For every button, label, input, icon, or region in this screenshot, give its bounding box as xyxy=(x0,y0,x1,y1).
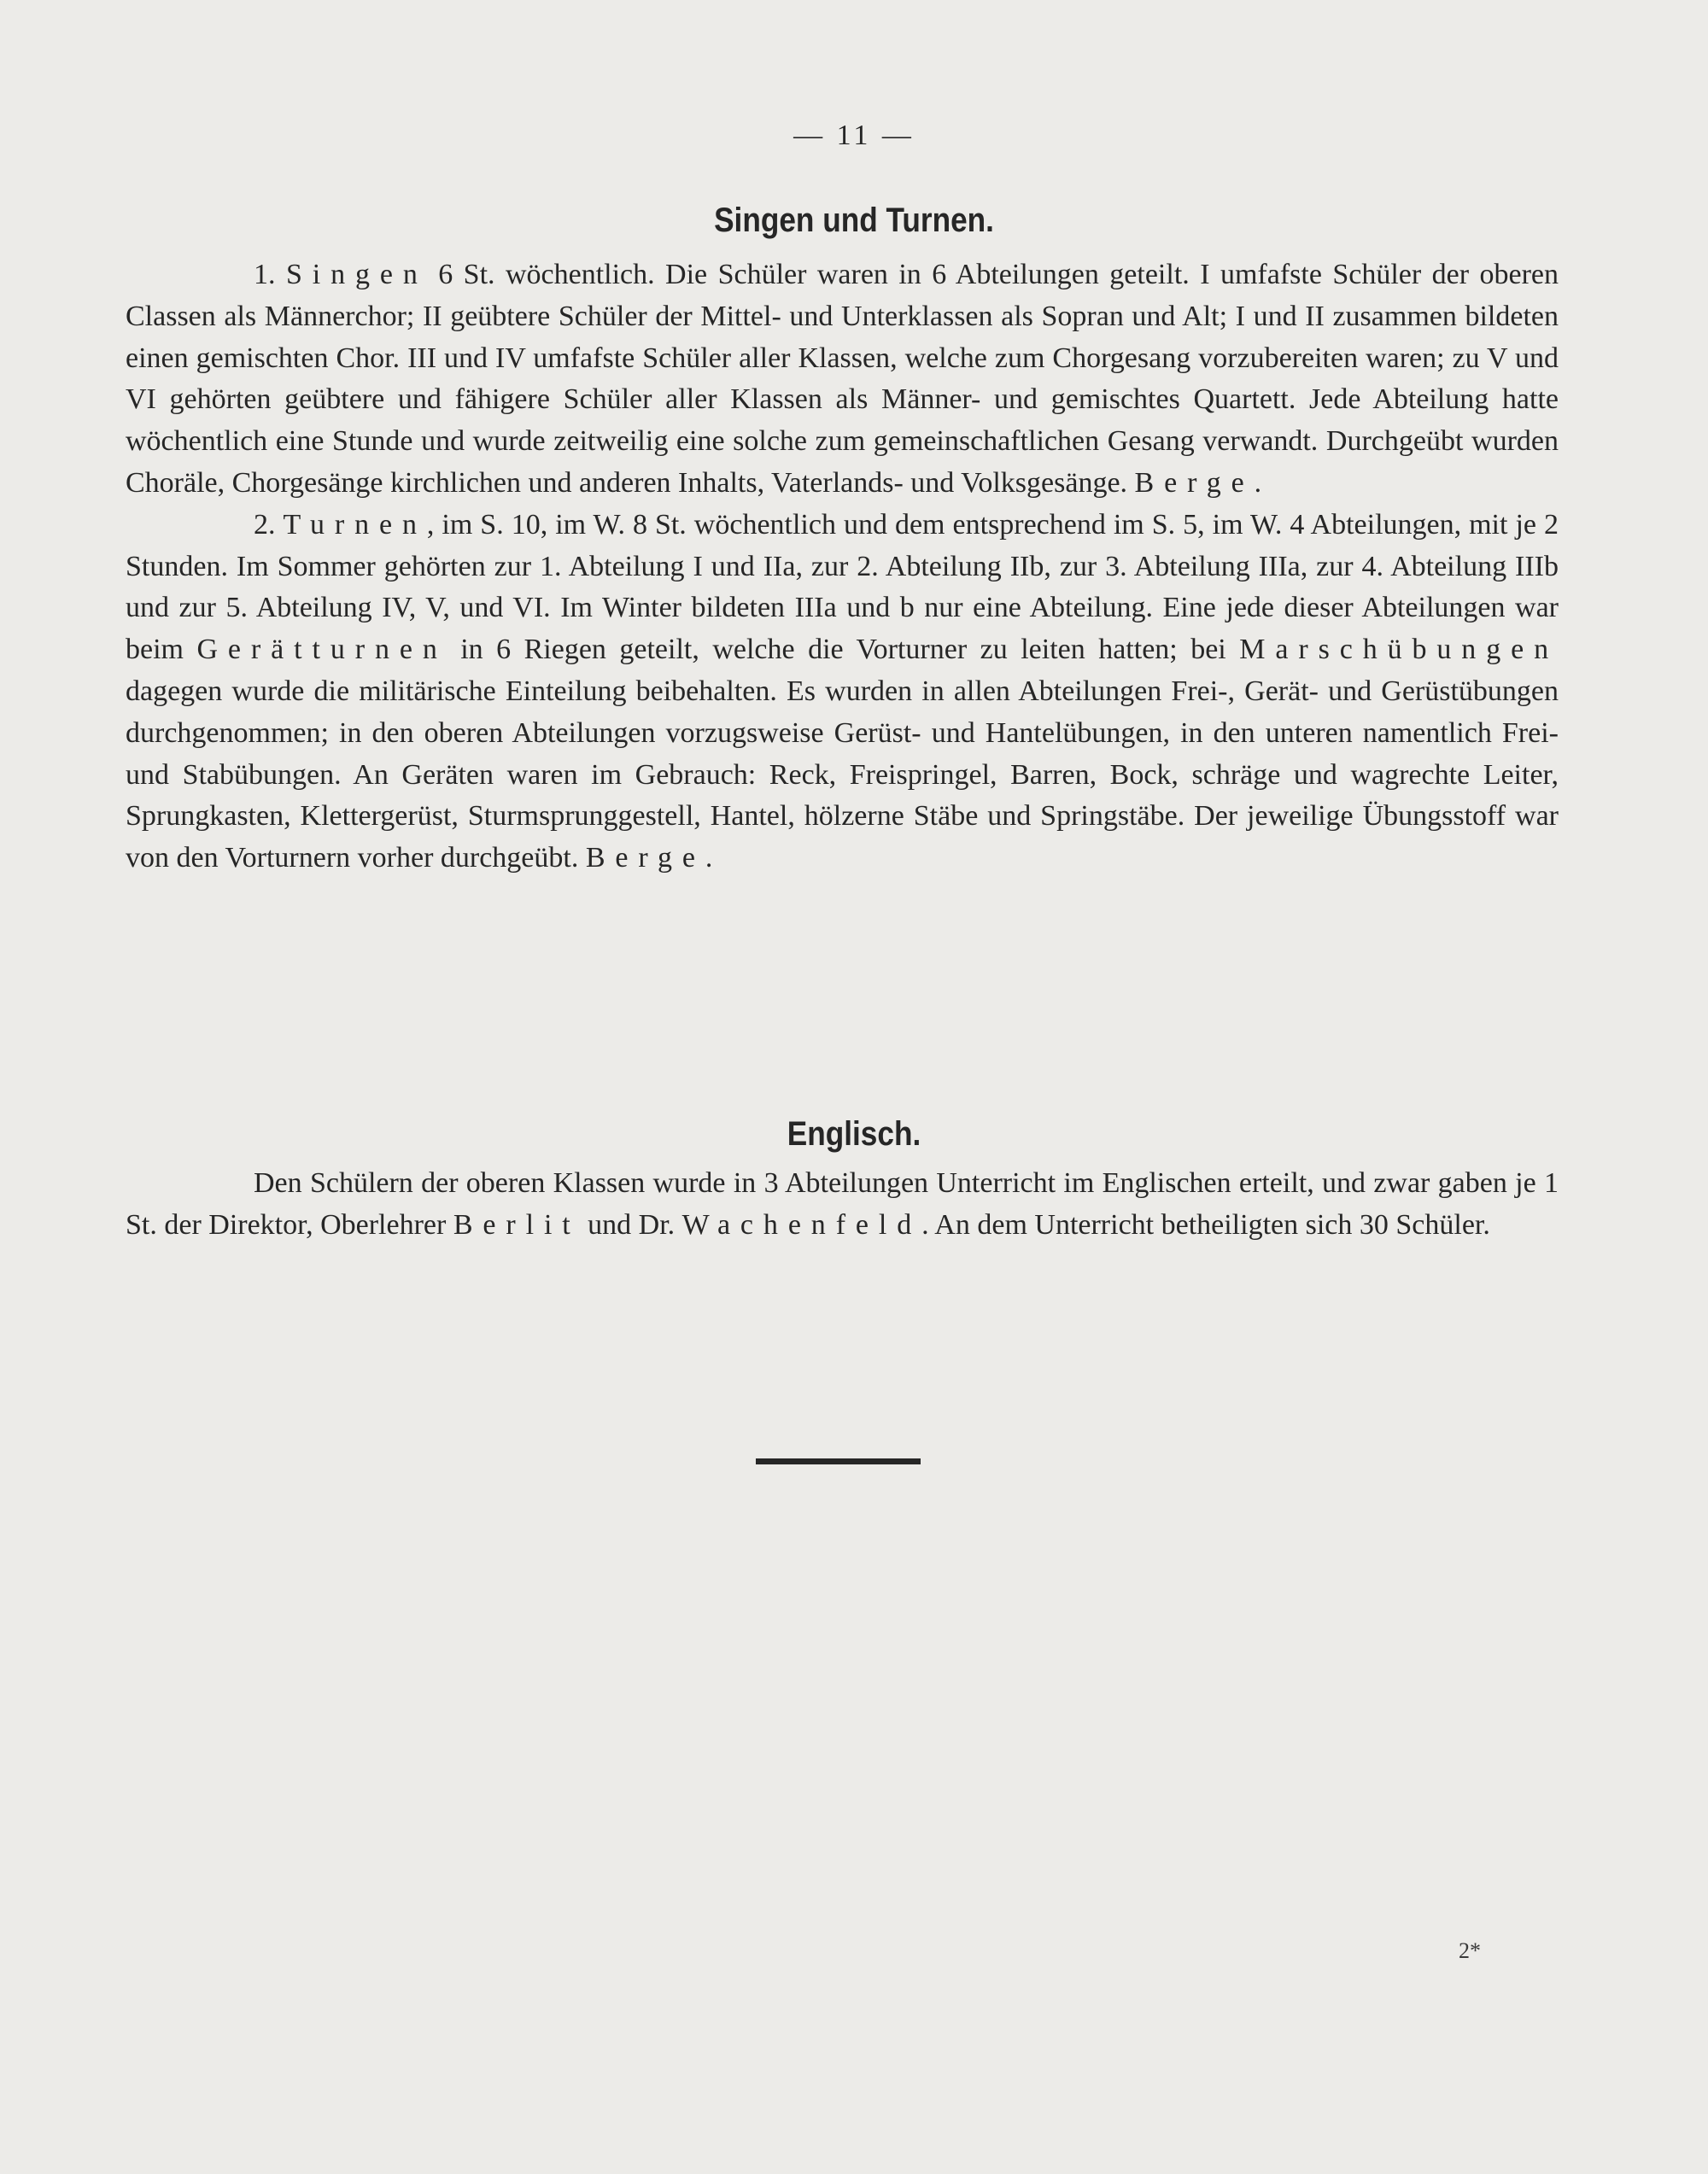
page-number: — 11 — xyxy=(793,120,915,151)
section-heading-englisch: Englisch. xyxy=(787,1115,921,1153)
paragraph-text: , im S. 10, im W. 8 St. wöchentlich und dem entsprechend im S. 5, im W. 4 Abteilungen, mit je 2 Stunden. Im Sommer gehörten zur 1. Abteilung I und IIa, zur 2. Abteilung IIb, zur 3. Abteilung IIIa, zur 4. Abteilung IIIb und zur 5. Abteilung IV, V, und VI. Im Winter bildeten IIIa und b nur eine Abteilung. Eine jede dieser Abteilungen war beim xyxy=(126,508,1559,666)
paragraph-text: und Dr. xyxy=(580,1208,682,1241)
teacher-name: Berge xyxy=(1134,466,1255,499)
paragraph-text: . xyxy=(1254,466,1262,499)
paragraph-text: in 6 Riegen geteilt, welche die Vorturner zu leiten hatten; bei xyxy=(447,634,1240,666)
teacher-name: Berge xyxy=(585,842,705,874)
signature-mark: 2* xyxy=(1459,1938,1481,1963)
paragraph-text: dagegen wurde die militärische Einteilung beibehalten. Es wurden in allen Abteilungen Frei-, Gerät- und Gerüstübungen durchgenommen; in den oberen Abteilungen vorzugsweise Gerüst- und Hantelübungen, in den unteren namentlich Frei- und Stabübungen. An Geräten waren im Gebrauch: Reck, Freispringel, Barren, Bock, schräge und wagrechte Leiter, Sprungkasten, Klettergerüst, Sturmsprunggestell, Hantel, hölzerne Stäbe und Springstäbe. Der jeweilige Übungsstoff war von den Vorturnern vorher durchgeübt. xyxy=(126,675,1559,874)
paragraph-turnen xyxy=(126,505,1559,880)
paragraph-text: 6 St. wöchentlich. Die Schüler waren in 6 Abteilungen geteilt. I umfafste Schüler der oberen Classen als Männerchor; II geübtere Schüler der Mittel- und Unterklassen als Sopran und Alt; I und II zusammen bildeten einen gemischten Chor. III und IV umfafste Schüler aller Klassen, welche zum Chorgesang vorzubereiten waren; zu V und VI gehörten geübtere und fähigere Schüler aller Klassen als Männer- und gemischtes Quartett. Jede Abteilung hatte wöchentlich eine Stunde und wurde zeitweilig eine solche zum gemeinschaftlichen Gesang verwandt. Durchgeübt wurden Choräle, Chorgesänge kirchlichen und anderen Inhalts, Vaterlands- und Volksgesänge. xyxy=(126,259,1559,499)
section-heading-singen-turnen: Singen und Turnen. xyxy=(714,202,994,239)
paragraph-text: . An dem Unterricht betheiligten sich 30 Schüler. xyxy=(921,1208,1490,1241)
emphasized-term: Turnen xyxy=(283,508,427,541)
paragraph-singen xyxy=(126,254,1559,505)
teacher-name: Wachenfeld xyxy=(681,1208,922,1241)
paragraph-text: . xyxy=(705,842,713,874)
emphasized-term: Gerätturnen xyxy=(196,634,447,666)
paragraph-text: 2. xyxy=(254,508,284,541)
section-body-englisch xyxy=(126,1163,1559,1247)
teacher-name: Berlit xyxy=(453,1208,581,1241)
emphasized-term: Singen xyxy=(285,259,428,290)
paragraph-text: 1. xyxy=(254,259,286,290)
paragraph-englisch xyxy=(126,1163,1559,1247)
paragraph-text: Den Schülern der oberen Klassen wurde in 3 Abteilungen Unterricht im Englischen erteilt, und zwar gaben je 1 St. der Direktor, Oberlehrer xyxy=(126,1167,1559,1241)
section-divider-rule xyxy=(756,1458,921,1464)
section-body-singen-turnen xyxy=(126,254,1559,880)
emphasized-term: Marschübungen xyxy=(1239,634,1559,666)
